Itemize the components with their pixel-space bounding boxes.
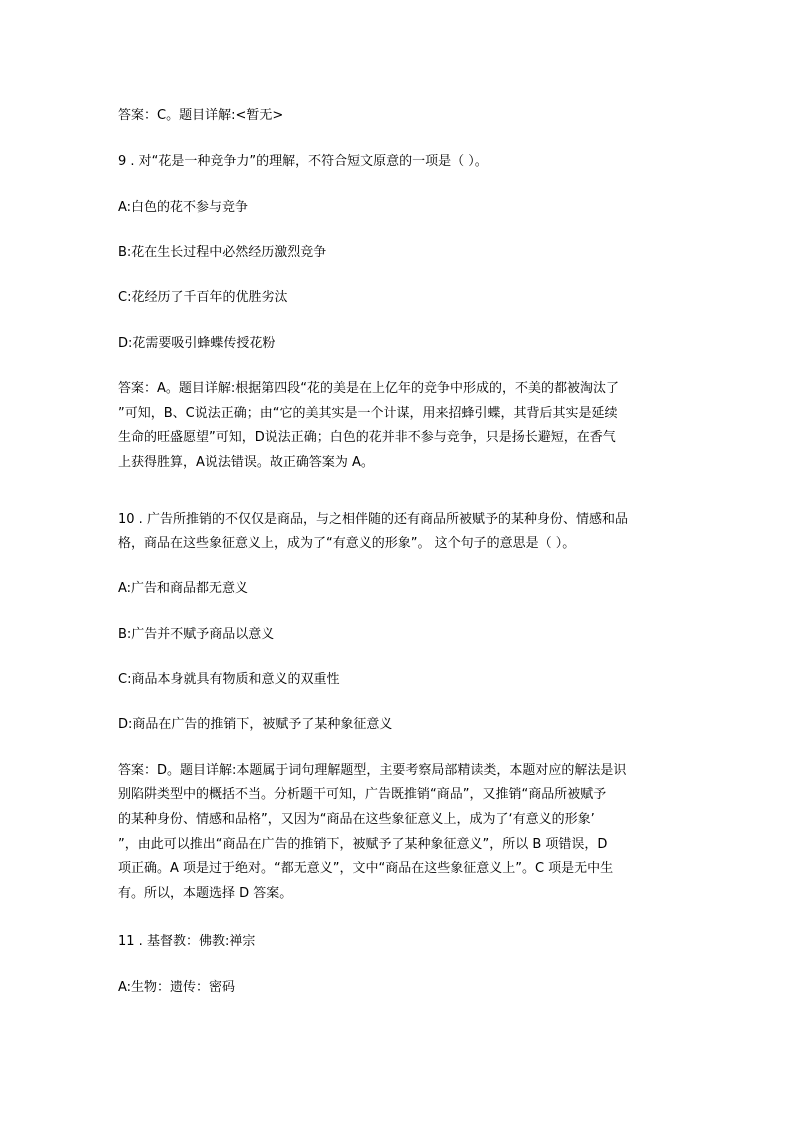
question-10-option-d: D:商品在广告的推销下，被赋予了某种象征意义 — [118, 717, 393, 732]
question-9-option-c: C:花经历了千百年的优胜劣汰 — [118, 290, 288, 305]
question-10-option-a: A:广告和商品都无意义 — [118, 581, 249, 596]
question-11-option-a: A:生物：遗传：密码 — [118, 980, 236, 995]
question-9-answer-line-4: 上获得胜算，A说法错误。故正确答案为 A。 — [118, 455, 374, 470]
question-10-answer-line-2: 别陷阱类型中的概括不当。分析题干可知，广告既推销“商品”，又推销“商品所被赋予 — [118, 787, 607, 802]
question-9-option-a: A:白色的花不参与竞争 — [118, 200, 249, 215]
question-10-answer-line-5: 项正确。A 项是过于绝对。“都无意义”，文中“商品在这些象征意义上”。C 项是无中生 — [118, 861, 614, 876]
question-9-answer-line-2: ”可知，B、C说法正确；由“它的美其实是一个计谋，用来招蜂引蝶，其背后其实是延续 — [118, 406, 618, 421]
question-10-answer-line-6: 有。所以，本题选择 D 答案。 — [118, 886, 293, 901]
question-9-option-b: B:花在生长过程中必然经历激烈竞争 — [118, 245, 327, 260]
question-10-answer-line-1: 答案：D。题目详解:本题属于词句理解题型，主要考察局部精读类，本题对应的解法是识 — [118, 763, 627, 778]
question-10-option-c: C:商品本身就具有物质和意义的双重性 — [118, 672, 340, 687]
question-10-option-b: B:广告并不赋予商品以意义 — [118, 627, 275, 642]
question-9-stem: 9 . 对“花是一种竞争力”的理解，不符合短文原意的一项是（ ）。 — [118, 154, 488, 169]
question-10-stem-line-2: 格，商品在这些象征意义上，成为了“有意义的形象”。 这个句子的意思是（ ）。 — [118, 536, 576, 551]
question-10-stem-line-1: 10 . 广告所推销的不仅仅是商品，与之相伴随的还有商品所被赋予的某种身份、情感和品 — [118, 512, 628, 527]
question-9-answer-line-3: 生命的旺盛愿望”可知，D说法正确；白色的花并非不参与竞争，只是扬长避短，在香气 — [118, 430, 616, 445]
question-10-answer-line-3: 的某种身份、情感和品格”，又因为“商品在这些象征意义上，成为了‘有意义的形象’ — [118, 812, 595, 827]
question-9-answer-line-1: 答案：A。题目详解:根据第四段“花的美是在上亿年的竞争中形成的，不美的都被淘汰了 — [118, 381, 620, 396]
question-11-stem: 11 . 基督教：佛教:禅宗 — [118, 934, 256, 949]
previous-answer: 答案：C。题目详解:<暂无> — [118, 108, 284, 123]
question-9-option-d: D:花需要吸引蜂蝶传授花粉 — [118, 336, 276, 351]
question-10-answer-line-4: ”，由此可以推出“商品在广告的推销下，被赋予了某种象征意义”，所以 B 项错误，D — [118, 837, 608, 852]
